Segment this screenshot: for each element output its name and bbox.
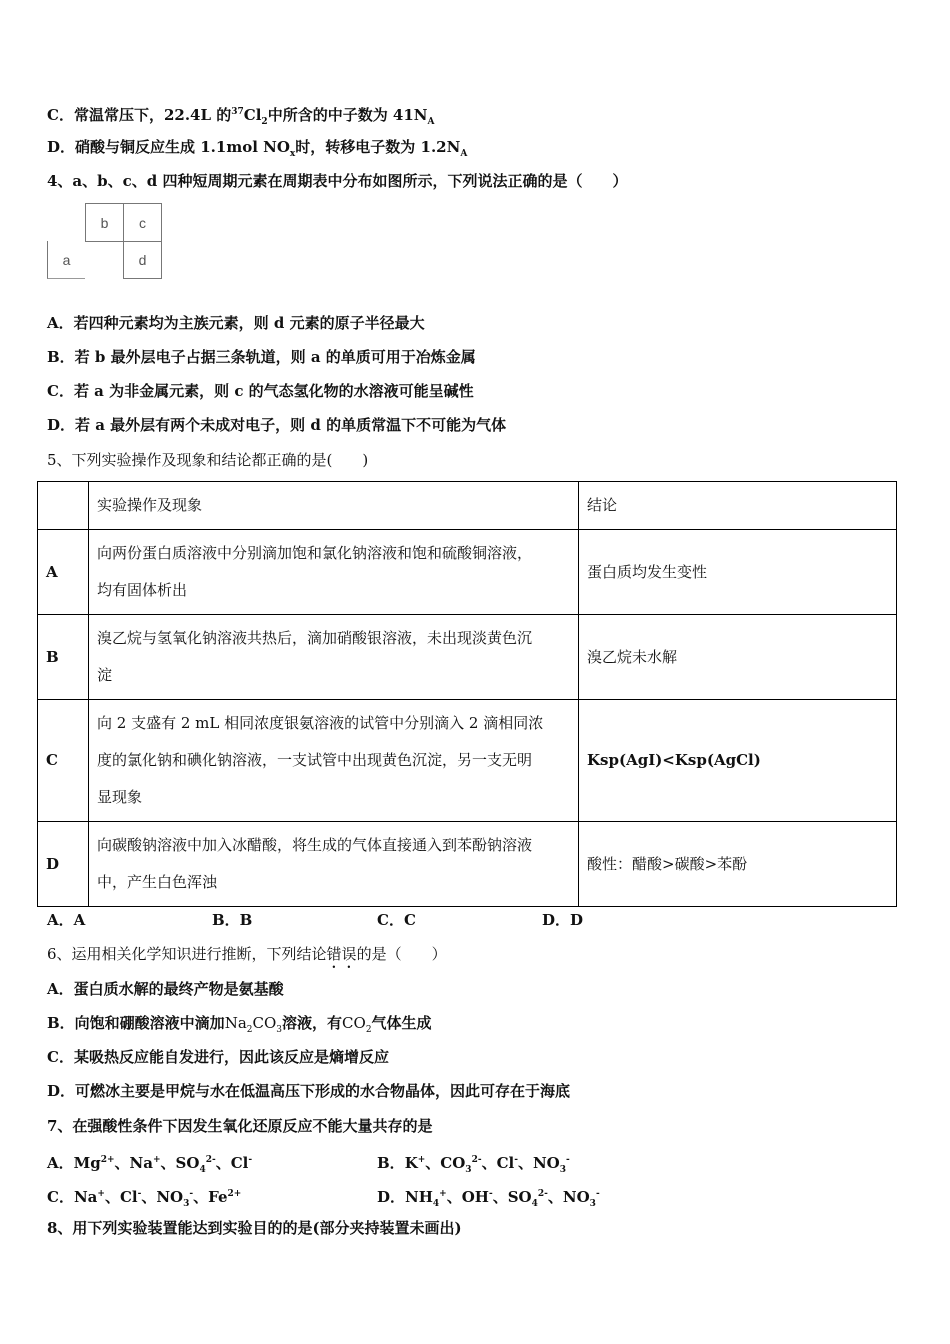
row-label: C [38, 700, 89, 822]
table-header-row [38, 482, 897, 530]
experiment-table [37, 481, 897, 907]
q6-option-c: C．某吸热反应能自发进行，因此该反应是熵增反应 [47, 1048, 389, 1066]
q7-option-b: B．K+、$CO_3^{2-}$、Cl-、$NO_3^-$ [377, 1154, 570, 1175]
q7-option-a: A．$Mg^{2+}$、Na+、$SO_4^{2-}$、Cl- [47, 1154, 253, 1175]
emphasis-word: 错误 [326, 945, 357, 963]
q3-option-c: C．常温常压下，22.4L 的$^{37}Cl_2$中所含的中子数为 $41N_A$ [47, 106, 435, 127]
q5-choice-c: C．C [377, 911, 416, 929]
q5-choice-d: D．D [542, 911, 584, 929]
q4-option-a: A．若四种元素均为主族元素，则 d 元素的原子半径最大 [47, 314, 425, 332]
q4-option-c: C．若 a 为非金属元素，则 c 的气态氢化物的水溶液可能呈碱性 [47, 382, 474, 400]
row-label: A [38, 530, 89, 615]
row-conclusion: 蛋白质均发生变性 [579, 530, 897, 615]
row-label: B [38, 615, 89, 700]
table-row [38, 700, 897, 822]
q7-stem: 7、在强酸性条件下因发生氧化还原反应不能大量共存的是 [47, 1117, 433, 1135]
row-conclusion: 溴乙烷未水解 [579, 615, 897, 700]
q4-option-b: B．若 b 最外层电子占据三条轨道，则 a 的单质可用于冶炼金属 [47, 348, 476, 366]
q8-stem: 8、用下列实验装置能达到实验目的的是(部分夹持装置未画出) [47, 1219, 462, 1237]
q5-choice-b: B．B [212, 911, 253, 929]
q6-option-b: B．向饱和硼酸溶液中滴加$Na_2CO_3$溶液，有$CO_2$气体生成 [47, 1014, 432, 1035]
grid-cell-d: d [123, 241, 162, 279]
grid-cell-a: a [47, 241, 85, 279]
table-row [38, 822, 897, 907]
row-operation: 向碳酸钠溶液中加入冰醋酸，将生成的气体直接通入到苯酚钠溶液 中，产生白色浑浊 [89, 822, 579, 907]
grid-cell-b: b [85, 203, 124, 242]
row-conclusion: 酸性：醋酸>碳酸>苯酚 [579, 822, 897, 907]
row-operation: 溴乙烷与氢氧化钠溶液共热后，滴加硝酸银溶液，未出现淡黄色沉 淀 [89, 615, 579, 700]
table-row [38, 615, 897, 700]
table-row [38, 530, 897, 615]
header-conclusion: 结论 [579, 482, 897, 530]
q6-option-a: A．蛋白质水解的最终产物是氨基酸 [47, 980, 284, 998]
q7-option-c: C．Na+、Cl-、$NO_3^-$、$Fe^{2+}$ [47, 1188, 242, 1209]
q4-stem: 4、a、b、c、d 四种短周期元素在周期表中分布如图所示，下列说法正确的是（ ） [47, 172, 628, 190]
q4-option-d: D．若 a 最外层有两个未成对电子，则 d 的单质常温下不可能为气体 [47, 416, 507, 434]
q5-stem: 5、下列实验操作及现象和结论都正确的是( ) [47, 451, 369, 469]
row-label: D [38, 822, 89, 907]
header-operation: 实验操作及现象 [89, 482, 579, 530]
q7-option-d: D．$NH_4^+$、OH-、$SO_4^{2-}$、$NO_3^-$ [377, 1188, 600, 1209]
grid-cell-c: c [123, 203, 162, 242]
periodic-table-diagram [47, 203, 165, 281]
q3-option-d: D．硝酸与铜反应生成 1.1mol $NO_x$时，转移电子数为 $1.2N_A$ [47, 138, 468, 159]
row-conclusion: Ksp(AgI)<Ksp(AgCl) [579, 700, 897, 822]
q6-stem: 6、运用相关化学知识进行推断，下列结论错误的是（ ） [47, 945, 447, 963]
q6-option-d: D．可燃冰主要是甲烷与水在低温高压下形成的水合物晶体，因此可存在于海底 [47, 1082, 571, 1100]
row-operation: 向两份蛋白质溶液中分别滴加饱和氯化钠溶液和饱和硫酸铜溶液， 均有固体析出 [89, 530, 579, 615]
row-operation: 向 2 支盛有 2 mL 相同浓度银氨溶液的试管中分别滴入 2 滴相同浓 度的氯化钠和碘化钠溶液，一支试管中出现黄色沉淀，另一支无明 显现象 [89, 700, 579, 822]
q5-choice-a: A．A [47, 911, 86, 929]
